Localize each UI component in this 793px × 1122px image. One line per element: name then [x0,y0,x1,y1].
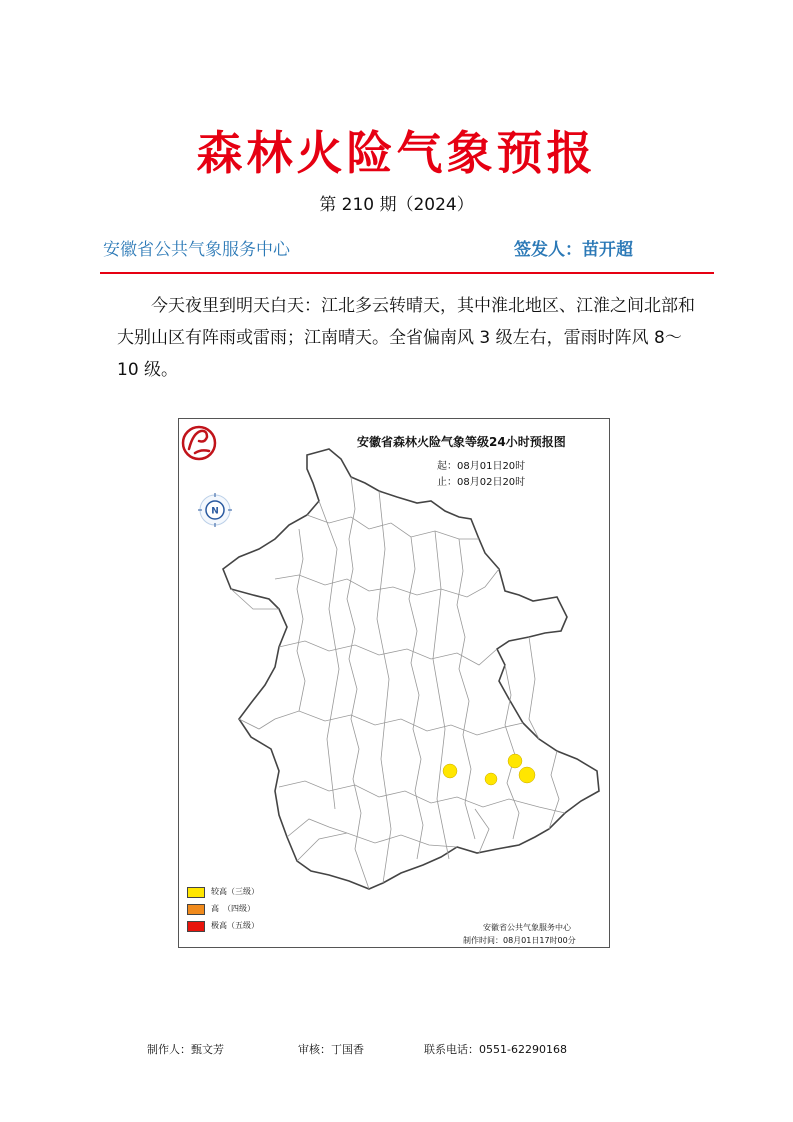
legend-swatch-level3 [187,887,205,898]
legend-label-level5: 极高（五级） [211,921,259,930]
legend-item-level4 [187,902,307,919]
footer-maker: 制作人：甄文芳 [147,1043,224,1056]
map-title: 安徽省森林火险气象等级24小时预报图 [357,435,566,449]
page-title: 森林火险气象预报 [196,126,597,180]
compass-icon [198,493,232,527]
footer-phone: 联系电话：0551-62290168 [424,1043,567,1056]
map-graphic [179,419,609,947]
risk-area-2 [485,773,497,785]
map-start-time: 起：08月01日20时 [437,461,526,472]
map-end-time: 止：08月02日20时 [437,477,526,488]
legend-label-level4: 高 （四级） [211,904,255,913]
legend-swatch-level4 [187,904,205,915]
signer: 签发人：苗开超 [514,240,633,260]
risk-area-1 [443,764,457,778]
risk-area-4 [519,767,535,783]
map-organization: 安徽省公共气象服务中心 [483,923,571,932]
logo-icon [183,427,215,459]
legend-label-level3: 较高（三级） [211,887,259,896]
header-divider [100,272,714,274]
map-legend [187,885,307,936]
province-outline [223,449,599,889]
forecast-text: 今天夜里到明天白天：江北多云转晴天，其中淮北地区、江淮之间北部和大别山区有阵雨或雷雨；江南晴天。全省偏南风 3 级左右，雷雨时阵风 8～10 级。 [117,296,695,380]
map-made-time: 制作时间：08月01日17时00分 [463,936,576,945]
issuing-organization: 安徽省公共气象服务中心 [103,240,290,260]
footer-reviewer: 审核：丁国香 [298,1043,364,1056]
compass-label: N [211,506,219,517]
issue-number: 第 210 期（2024） [319,195,474,215]
legend-swatch-level5 [187,921,205,932]
risk-area-3 [508,754,522,768]
forecast-map [178,418,610,948]
legend-item-level3 [187,885,307,902]
legend-item-level5 [187,919,307,936]
